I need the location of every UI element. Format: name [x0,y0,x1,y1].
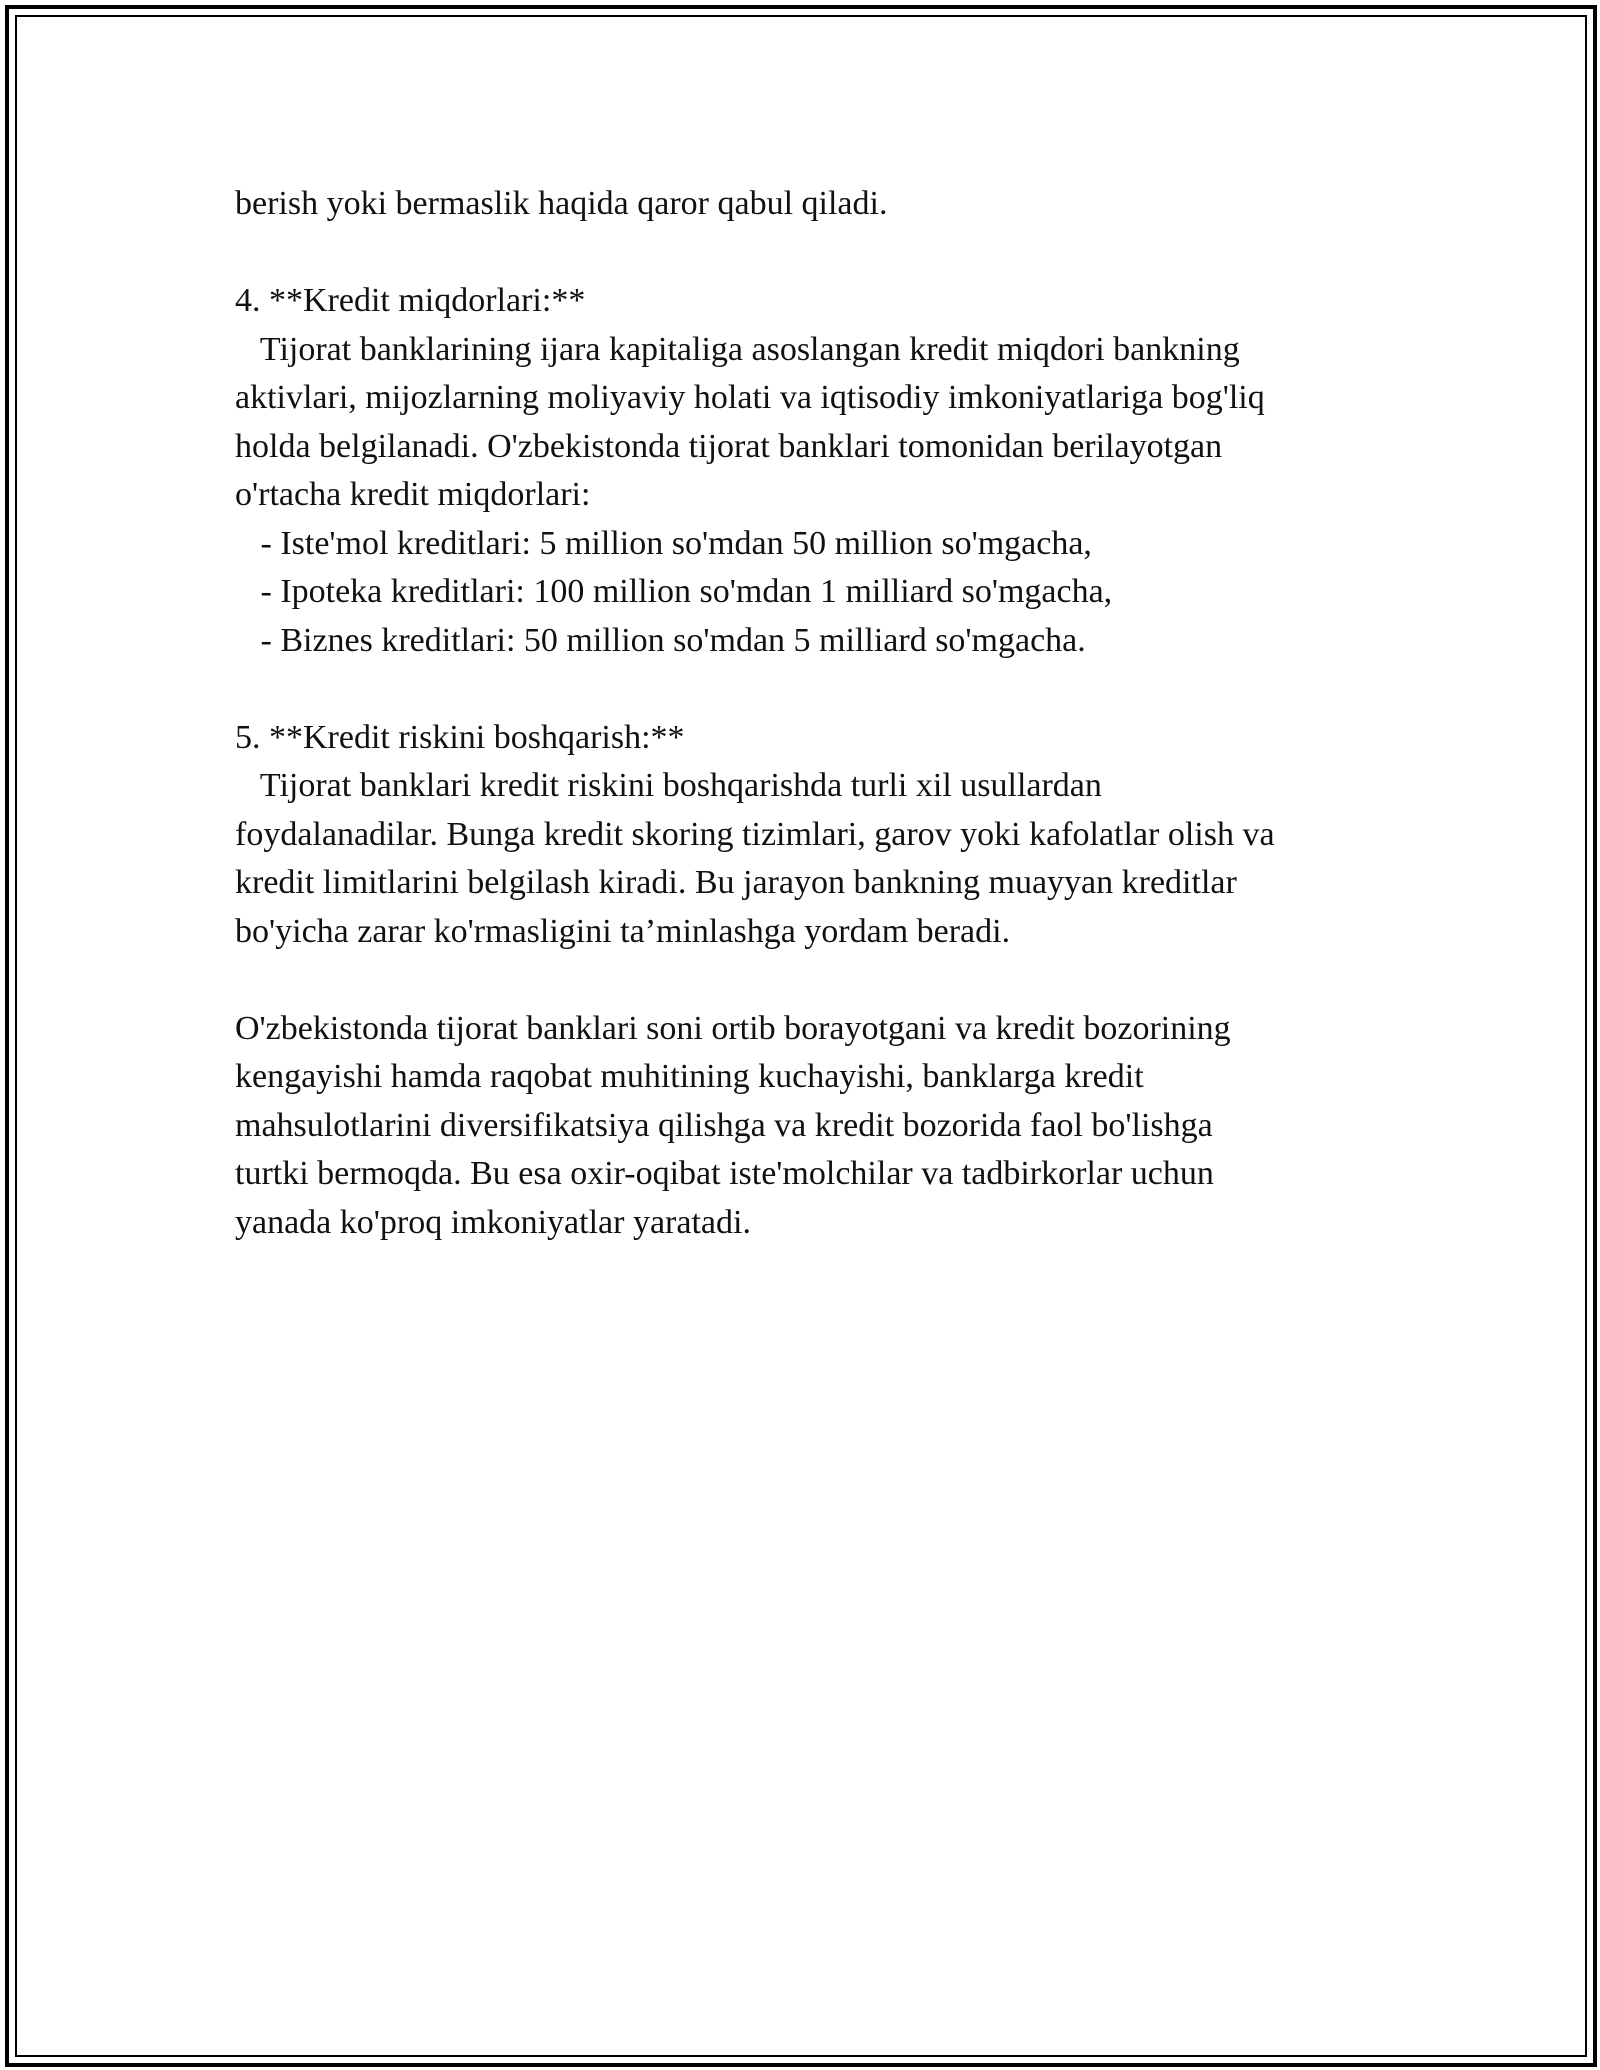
intro-line: berish yoki bermaslik haqida qaror qabul qiladi. [235,185,888,222]
paragraph-gap [235,956,1375,1005]
paragraph-line: kengayishi hamda raqobat muhitining kuchayishi, banklarga kredit [235,1058,1144,1095]
list-item: - Biznes kreditlari: 50 million so'mdan 5 milliard so'mgacha. [235,621,1086,659]
list-item: - Iste'mol kreditlari: 5 million so'mdan 50 million so'mgacha, [235,524,1092,562]
section-kredit-miqdorlari [235,277,1375,665]
paragraph-line: o'rtacha kredit miqdorlari: [235,476,591,513]
paragraph-line: aktivlari, mijozlarning moliyaviy holati va iqtisodiy imkoniyatlariga bog'liq [235,379,1265,416]
document-body [235,180,1375,1247]
list-item: - Ipoteka kreditlari: 100 million so'mdan 1 milliard so'mgacha, [235,573,1113,610]
paragraph-line: foydalanadilar. Bunga kredit skoring tizimlari, garov yoki kafolatlar olish va [235,815,1275,853]
paragraph-line: bo'yicha zarar ko'rmasligini ta’minlashga yordam beradi. [235,912,1011,950]
paragraph-gap [235,229,1375,278]
section-kredit-riskini-boshqarish [235,714,1375,957]
section-heading: 5. **Kredit riskini boshqarish:** [235,718,685,756]
paragraph-line: Tijorat banklari kredit riskini boshqarishda turli xil usullardan [235,767,1102,804]
paragraph-gap [235,665,1375,714]
paragraph-line: yanada ko'proq imkoniyatlar yaratadi. [235,1203,751,1241]
paragraph-line: Tijorat banklarining ijara kapitaliga asoslangan kredit miqdori bankning [235,330,1240,368]
paragraph-line: turtki bermoqda. Bu esa oxir-oqibat iste'molchilar va tadbirkorlar uchun [235,1155,1214,1192]
paragraph-line: holda belgilanadi. O'zbekistonda tijorat banklari tomonidan berilayotgan [235,427,1223,465]
paragraph-line: kredit limitlarini belgilash kiradi. Bu jarayon bankning muayyan kreditlar [235,864,1237,901]
conclusion-paragraph [235,1005,1375,1248]
paragraph-line: mahsulotlarini diversifikatsiya qilishga va kredit bozorida faol bo'lishga [235,1106,1213,1144]
section-heading: 4. **Kredit miqdorlari:** [235,282,586,319]
paragraph-line: O'zbekistonda tijorat banklari soni ortib borayotgani va kredit bozorining [235,1009,1231,1047]
